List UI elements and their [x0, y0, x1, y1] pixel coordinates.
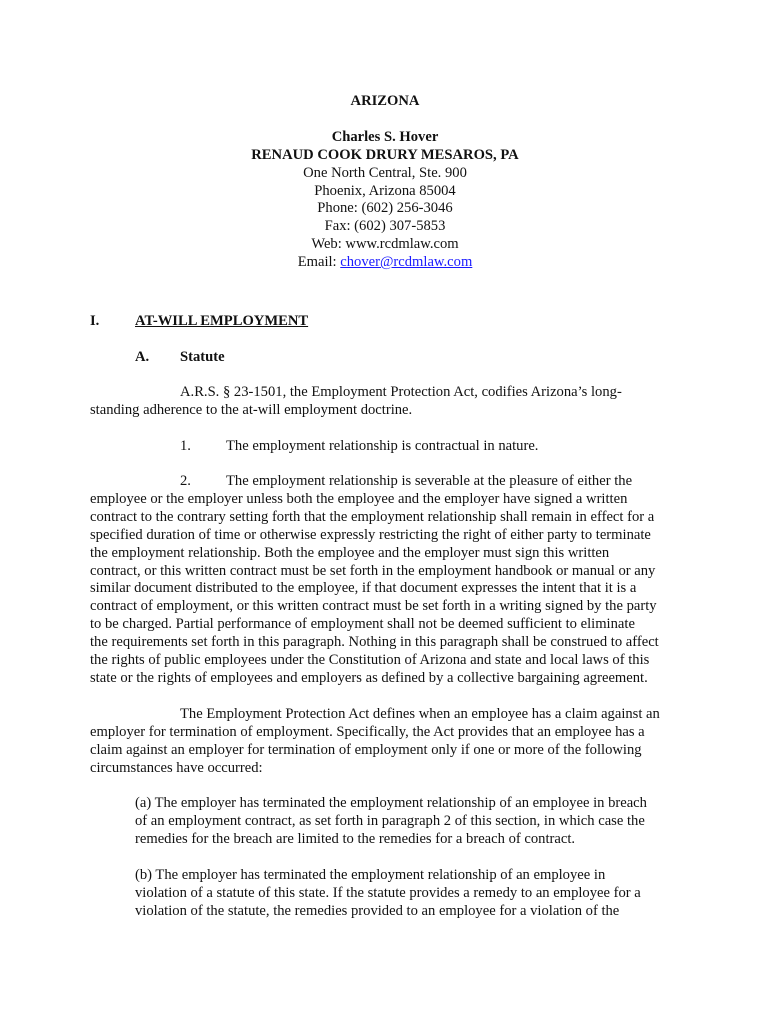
clause-line: remedies for the breach are limited to the remedies for a breach of contract. [135, 830, 576, 847]
paragraph-line: employer for termination of employment. Specifically, the Act provides that an employee has a [90, 723, 645, 740]
paragraph-line: A.R.S. § 23-1501, the Employment Protection Act, codifies Arizona’s long- [180, 384, 622, 400]
paragraph-line: similar document distributed to the employee, if that document expresses the intent that it is a [90, 580, 637, 597]
clause-line: (b) The employer has terminated the employment relationship of an employee in [135, 867, 606, 883]
state-heading: ARIZONA [350, 93, 420, 109]
section-title: AT-WILL EMPLOYMENT [135, 313, 309, 329]
paragraph-line: the rights of public employees under the Constitution of Arizona and state and local laws of this [90, 652, 650, 669]
intro-paragraph [90, 384, 682, 420]
address-line-2: Phoenix, Arizona 85004 [314, 182, 456, 199]
author-name: Charles S. Hover [331, 128, 439, 145]
paragraph-line: to be charged. Partial performance of employment shall not be deemed sufficient to eliminate [90, 616, 635, 633]
fax-line: Fax: (602) 307-5853 [324, 218, 446, 235]
item-number: 1. [180, 438, 191, 454]
paragraph-line: claim against an employer for termination of employment only if one or more of the following [90, 741, 642, 758]
item-number: 2. [180, 473, 191, 489]
item-text: The employment relationship is contractual in nature. [226, 438, 539, 454]
paragraph-line: circumstances have occurred: [90, 759, 263, 776]
paragraph-line: the employment relationship. Both the employee and the employer must sign this written [90, 544, 610, 561]
address-line-1: One North Central, Ste. 900 [303, 164, 467, 181]
clause-line: of an employment contract, as set forth in paragraph 2 of this section, in which case the [135, 812, 645, 829]
clause-line: violation of a statute of this state. If the statute provides a remedy to an employee for a [135, 884, 641, 901]
clause-line: violation of the statute, the remedies provided to an employee for a violation of the [135, 902, 620, 919]
list-item-1 [90, 438, 682, 456]
letterhead [0, 93, 770, 272]
email-line [0, 254, 770, 272]
web-line: Web: www.rcdmlaw.com [311, 236, 459, 253]
clause-line: (a) The employer has terminated the employment relationship of an employee in breach [135, 795, 647, 811]
phone-line: Phone: (602) 256-3046 [317, 200, 453, 217]
firm-name: RENAUD COOK DRURY MESAROS, PA [251, 146, 519, 163]
subsection-title: Statute [180, 349, 225, 365]
paragraph-line: contract to the contrary setting forth that the employment relationship shall remain in effect for a [90, 508, 655, 525]
epa-paragraph [90, 706, 682, 778]
clause-b [135, 867, 675, 921]
email-label: Email: [297, 254, 341, 271]
paragraph-line: employee or the employer unless both the employee and the employer have signed a written [90, 490, 628, 507]
item-text: The employment relationship is severable at the pleasure of either the [226, 473, 633, 489]
list-item-2 [90, 473, 682, 688]
paragraph-line: contract of employment, or this written contract must be set forth in a writing signed by the party [90, 598, 657, 615]
subsection-letter: A. [135, 349, 150, 365]
email-link[interactable]: chover@rcdmlaw.com [340, 254, 473, 271]
clause-a [135, 795, 675, 849]
paragraph-line: contract, or this written contract must be set forth in the employment handbook or manual or any [90, 562, 656, 579]
section-number: I. [90, 313, 100, 329]
paragraph-line: The Employment Protection Act defines when an employee has a claim against an [180, 706, 660, 722]
paragraph-line: state or the rights of employees and employers as defined by a collective bargaining agreement. [90, 669, 648, 686]
paragraph-line: specified duration of time or otherwise expressly restricting the right of either party to terminate [90, 526, 651, 543]
paragraph-line: the requirements set forth in this paragraph. Nothing in this paragraph shall be construed to affect [90, 634, 659, 651]
paragraph-line: standing adherence to the at-will employment doctrine. [90, 401, 413, 418]
